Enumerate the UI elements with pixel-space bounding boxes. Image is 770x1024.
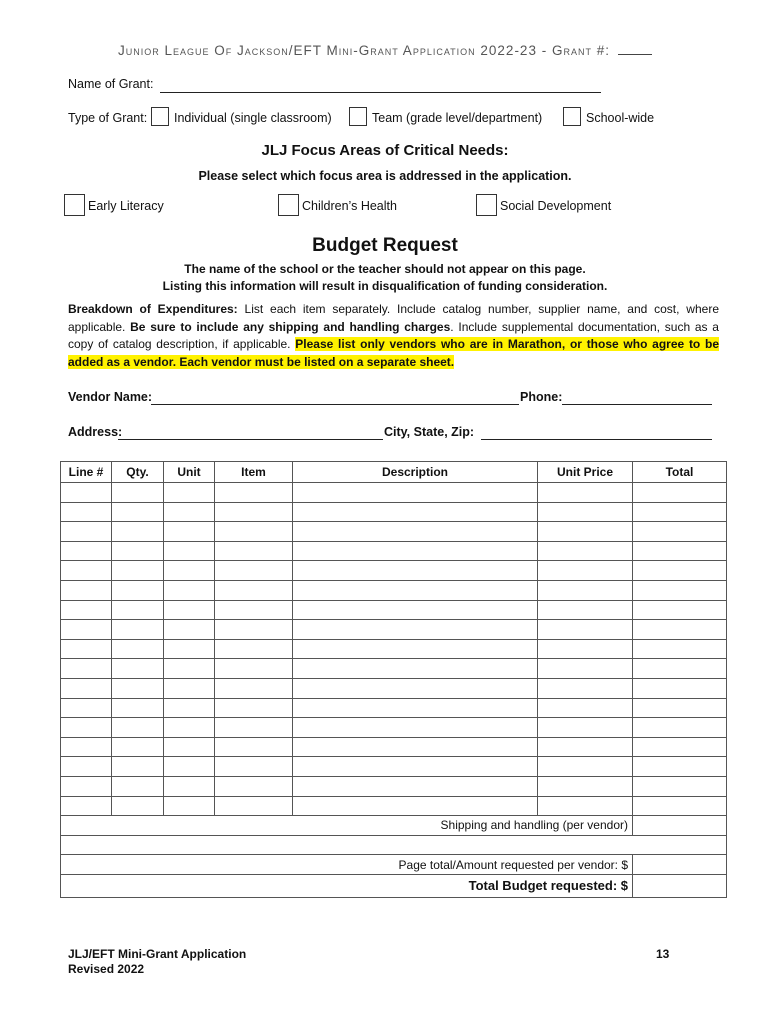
table-cell[interactable]: [164, 639, 215, 659]
table-cell[interactable]: [215, 483, 293, 503]
table-cell[interactable]: [164, 580, 215, 600]
spacer-cell: [61, 835, 727, 855]
table-cell[interactable]: [61, 541, 112, 561]
table-cell[interactable]: [538, 580, 633, 600]
option-team: Team (grade level/department): [372, 111, 543, 125]
breakdown-paragraph: [68, 301, 719, 371]
table-cell[interactable]: [112, 502, 164, 522]
table-row: [61, 776, 727, 796]
table-cell[interactable]: [538, 483, 633, 503]
total-budget-cell[interactable]: [633, 874, 727, 897]
option-individual: Individual (single classroom): [174, 111, 332, 125]
table-cell[interactable]: [215, 698, 293, 718]
table-cell[interactable]: [293, 600, 538, 620]
vendor-name-field[interactable]: [151, 404, 519, 405]
table-cell[interactable]: [293, 659, 538, 679]
table-cell[interactable]: [61, 620, 112, 640]
column-header: Line #: [61, 462, 112, 483]
table-cell[interactable]: [293, 580, 538, 600]
table-cell[interactable]: [61, 580, 112, 600]
table-cell[interactable]: [538, 718, 633, 738]
table-cell[interactable]: [538, 678, 633, 698]
table-row: [61, 541, 727, 561]
table-cell[interactable]: [61, 483, 112, 503]
table-cell[interactable]: [112, 541, 164, 561]
expenditures-table: [60, 461, 727, 898]
table-cell[interactable]: [61, 659, 112, 679]
breakdown-text-1: List each item separately. Include catalog number, supplier name, and cost, where applicable.: [68, 302, 719, 334]
table-cell[interactable]: [112, 718, 164, 738]
table-row: [61, 757, 727, 777]
budget-warning-1: The name of the school or the teacher should not appear on this page.: [184, 262, 586, 276]
checkbox-childrens-health[interactable]: [278, 194, 299, 216]
table-cell[interactable]: [633, 483, 727, 503]
address-field[interactable]: [118, 439, 383, 440]
city-state-zip-label: City, State, Zip:: [384, 425, 475, 439]
checkbox-social-development[interactable]: [476, 194, 497, 216]
table-cell[interactable]: [633, 541, 727, 561]
table-cell[interactable]: [293, 561, 538, 581]
page-total-label: Page total/Amount requested per vendor: $: [61, 855, 633, 875]
address-label: Address:: [68, 425, 123, 439]
table-cell[interactable]: [164, 737, 215, 757]
page-total-row: [61, 855, 727, 875]
table-cell[interactable]: [538, 502, 633, 522]
table-cell[interactable]: [538, 561, 633, 581]
table-cell[interactable]: [61, 522, 112, 542]
table-cell[interactable]: [112, 580, 164, 600]
table-row: [61, 639, 727, 659]
focus-heading: JLJ Focus Areas of Critical Needs:: [261, 142, 509, 159]
table-cell[interactable]: [633, 796, 727, 816]
table-cell[interactable]: [164, 698, 215, 718]
table-cell[interactable]: [633, 776, 727, 796]
table-cell[interactable]: [164, 659, 215, 679]
table-cell[interactable]: [538, 522, 633, 542]
table-cell[interactable]: [633, 737, 727, 757]
table-cell[interactable]: [61, 737, 112, 757]
table-cell[interactable]: [293, 796, 538, 816]
table-row: [61, 502, 727, 522]
table-cell[interactable]: [538, 639, 633, 659]
table-cell[interactable]: [215, 718, 293, 738]
table-cell[interactable]: [538, 757, 633, 777]
table-cell[interactable]: [215, 522, 293, 542]
table-cell[interactable]: [538, 541, 633, 561]
table-cell[interactable]: [112, 483, 164, 503]
table-cell[interactable]: [633, 620, 727, 640]
grant-name-field[interactable]: [160, 92, 601, 93]
table-cell[interactable]: [293, 698, 538, 718]
table-cell[interactable]: [633, 580, 727, 600]
form-title: [0, 42, 770, 58]
page-number: 13: [656, 947, 670, 961]
table-cell[interactable]: [112, 659, 164, 679]
table-cell[interactable]: [112, 600, 164, 620]
grant-name-label: Name of Grant:: [68, 77, 154, 91]
column-header: Total: [633, 462, 727, 483]
option-school-wide: School-wide: [586, 111, 655, 125]
table-cell[interactable]: [215, 639, 293, 659]
checkbox-early-literacy[interactable]: [64, 194, 85, 216]
table-cell[interactable]: [164, 502, 215, 522]
breakdown-highlight: Please list only vendors who are in Marathon, or those who agree to be added as a vendor. Each vendor must be listed on a separate sheet.: [68, 337, 720, 369]
table-row: [61, 483, 727, 503]
table-row: [61, 718, 727, 738]
table-cell[interactable]: [215, 659, 293, 679]
table-cell[interactable]: [538, 796, 633, 816]
table-cell[interactable]: [61, 600, 112, 620]
table-cell[interactable]: [61, 698, 112, 718]
table-cell[interactable]: [112, 522, 164, 542]
breakdown-bold: Be sure to include any shipping and handling charges: [130, 319, 451, 334]
table-cell[interactable]: [61, 678, 112, 698]
spacer-row: [61, 835, 727, 855]
footer-info: [68, 947, 246, 977]
table-cell[interactable]: [293, 718, 538, 738]
table-row: [61, 600, 727, 620]
column-header: Item: [215, 462, 293, 483]
table-cell[interactable]: [293, 776, 538, 796]
table-cell[interactable]: [112, 757, 164, 777]
column-header: Unit: [164, 462, 215, 483]
table-cell[interactable]: [538, 659, 633, 679]
table-row: [61, 678, 727, 698]
table-cell[interactable]: [112, 639, 164, 659]
table-cell[interactable]: [164, 620, 215, 640]
table-cell[interactable]: [112, 698, 164, 718]
column-header: Qty.: [112, 462, 164, 483]
table-cell[interactable]: [61, 639, 112, 659]
option-early-literacy: Early Literacy: [88, 199, 164, 213]
table-cell[interactable]: [215, 502, 293, 522]
option-social-development: Social Development: [500, 199, 612, 213]
shipping-total-cell[interactable]: [633, 816, 727, 836]
table-cell[interactable]: [633, 659, 727, 679]
table-row: [61, 659, 727, 679]
table-cell[interactable]: [164, 541, 215, 561]
table-cell[interactable]: [633, 678, 727, 698]
table-row: [61, 561, 727, 581]
checkbox-school-wide[interactable]: [563, 107, 581, 126]
breakdown-text-2: . Include supplemental documentation, such as a copy of catalog description, if applicable.: [68, 319, 719, 351]
table-cell[interactable]: [538, 620, 633, 640]
table-cell[interactable]: [633, 757, 727, 777]
table-cell[interactable]: [215, 561, 293, 581]
table-cell[interactable]: [215, 580, 293, 600]
table-header-row: [61, 462, 727, 483]
table-cell[interactable]: [633, 561, 727, 581]
table-cell[interactable]: [538, 600, 633, 620]
total-budget-label: Total Budget requested: $: [61, 874, 633, 897]
table-cell[interactable]: [293, 502, 538, 522]
table-cell[interactable]: [61, 561, 112, 581]
table-cell[interactable]: [164, 600, 215, 620]
table-cell[interactable]: [215, 776, 293, 796]
table-cell[interactable]: [112, 776, 164, 796]
table-cell[interactable]: [61, 776, 112, 796]
phone-label: Phone:: [520, 390, 563, 404]
budget-warning-2: Listing this information will result in disqualification of funding consideration.: [162, 279, 608, 293]
table-cell[interactable]: [293, 737, 538, 757]
footer-revised: Revised 2022: [68, 962, 145, 976]
city-state-zip-field[interactable]: [481, 439, 712, 440]
table-cell[interactable]: [61, 757, 112, 777]
table-cell[interactable]: [293, 757, 538, 777]
breakdown-label: Breakdown of Expenditures:: [68, 302, 238, 316]
table-cell[interactable]: [164, 678, 215, 698]
focus-instruction: Please select which focus area is addressed in the application.: [198, 169, 572, 183]
table-cell[interactable]: [633, 718, 727, 738]
grant-type-label: Type of Grant:: [68, 111, 148, 125]
table-row: [61, 796, 727, 816]
table-cell[interactable]: [164, 483, 215, 503]
checkbox-team[interactable]: [349, 107, 367, 126]
table-cell[interactable]: [164, 522, 215, 542]
table-cell[interactable]: [112, 678, 164, 698]
phone-field[interactable]: [562, 404, 712, 405]
table-cell[interactable]: [61, 796, 112, 816]
table-row: [61, 620, 727, 640]
grant-number-blank[interactable]: [618, 42, 652, 55]
table-cell[interactable]: [112, 620, 164, 640]
option-childrens-health: Children’s Health: [302, 199, 397, 213]
table-cell[interactable]: [293, 522, 538, 542]
table-cell[interactable]: [538, 776, 633, 796]
table-cell[interactable]: [293, 678, 538, 698]
table-cell[interactable]: [112, 737, 164, 757]
table-cell[interactable]: [215, 620, 293, 640]
table-cell[interactable]: [112, 561, 164, 581]
table-cell[interactable]: [164, 776, 215, 796]
table-cell[interactable]: [215, 796, 293, 816]
shipping-row: [61, 816, 727, 836]
table-cell[interactable]: [633, 698, 727, 718]
form-title-text: Junior League Of Jackson/EFT Mini-Grant Application 2022-23 - Grant #:: [118, 43, 610, 58]
table-cell[interactable]: [293, 541, 538, 561]
table-cell[interactable]: [293, 620, 538, 640]
total-budget-row: [61, 874, 727, 897]
table-cell[interactable]: [164, 561, 215, 581]
page-total-cell[interactable]: [633, 855, 727, 875]
table-cell[interactable]: [633, 639, 727, 659]
column-header: Description: [293, 462, 538, 483]
vendor-name-label: Vendor Name:: [68, 390, 153, 404]
table-row: [61, 580, 727, 600]
table-cell[interactable]: [215, 600, 293, 620]
table-cell[interactable]: [293, 639, 538, 659]
table-cell[interactable]: [215, 541, 293, 561]
table-cell[interactable]: [633, 502, 727, 522]
table-cell[interactable]: [61, 502, 112, 522]
shipping-label: Shipping and handling (per vendor): [61, 816, 633, 836]
table-cell[interactable]: [633, 600, 727, 620]
table-row: [61, 737, 727, 757]
table-cell[interactable]: [215, 757, 293, 777]
checkbox-individual[interactable]: [151, 107, 169, 126]
table-cell[interactable]: [164, 757, 215, 777]
table-cell[interactable]: [61, 718, 112, 738]
table-cell[interactable]: [293, 483, 538, 503]
table-row: [61, 522, 727, 542]
table-cell[interactable]: [215, 678, 293, 698]
table-cell[interactable]: [215, 737, 293, 757]
table-cell[interactable]: [538, 698, 633, 718]
footer-form-name: JLJ/EFT Mini-Grant Application: [68, 947, 247, 961]
table-cell[interactable]: [538, 737, 633, 757]
column-header: Unit Price: [538, 462, 633, 483]
budget-heading: Budget Request: [312, 235, 458, 256]
table-cell[interactable]: [633, 522, 727, 542]
table-cell[interactable]: [164, 796, 215, 816]
table-cell[interactable]: [164, 718, 215, 738]
table-cell[interactable]: [112, 796, 164, 816]
table-row: [61, 698, 727, 718]
